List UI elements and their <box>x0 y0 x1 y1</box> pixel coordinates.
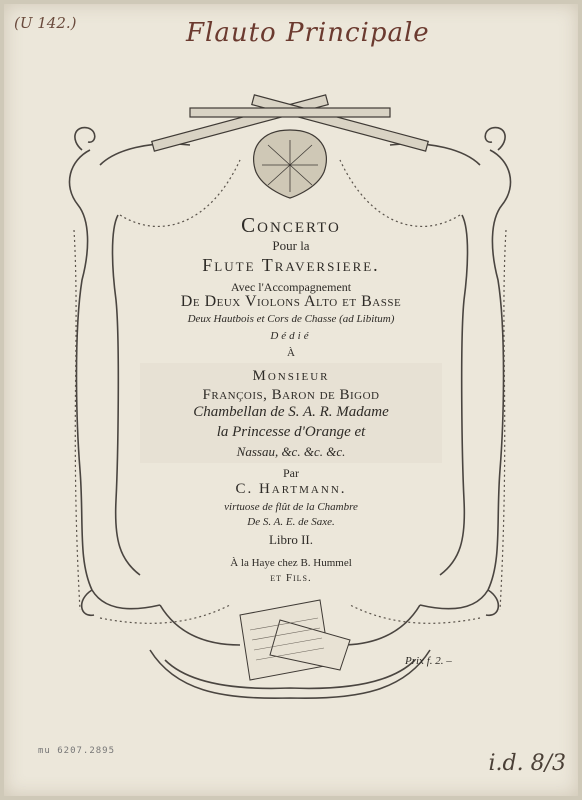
title-a: À <box>287 347 295 359</box>
title-instrument: Flute Traversiere. <box>202 255 380 275</box>
library-stamp: mu 6207.2895 <box>38 746 116 756</box>
dedicatee-title-1: Chambellan de S. A. R. Madame <box>193 404 389 420</box>
publisher-line-1: À la Haye chez B. Hummel <box>230 557 352 569</box>
composer-position-2: De S. A. E. de Saxe. <box>247 516 335 528</box>
title-strings: De Deux Violons Alto et Basse <box>180 293 402 310</box>
price-label: Prix f. 2. – <box>405 655 452 667</box>
dedicatee-name: François, Baron de Bigod <box>202 387 380 403</box>
composer-par: Par <box>283 466 299 480</box>
title-pour-la: Pour la <box>272 238 310 253</box>
corner-annotation: i.d. 8/3 <box>488 751 566 776</box>
title-concerto: Concerto <box>241 213 341 237</box>
dedicatee-title-3: Nassau, &c. &c. &c. <box>236 444 346 459</box>
title-accompaniment: Avec l'Accompagnement <box>230 280 352 294</box>
dedicatee-title-2: la Princesse d'Orange et <box>216 424 366 440</box>
composer-name: C. Hartmann. <box>235 481 347 497</box>
composer-position-1: virtuose de flût de la Chambre <box>224 501 358 513</box>
shelfmark-annotation: (U 142.) <box>14 14 77 32</box>
volume-number: Libro II. <box>268 532 314 547</box>
dedicatee-monsieur: Monsieur <box>252 368 330 384</box>
voice-part-annotation: Flauto Principale <box>186 18 430 48</box>
title-winds: Deux Hautbois et Cors de Chasse (ad Libitum) <box>187 313 395 325</box>
publisher-line-2: et Fils. <box>270 572 312 584</box>
title-dedie: Dédié <box>270 330 312 342</box>
